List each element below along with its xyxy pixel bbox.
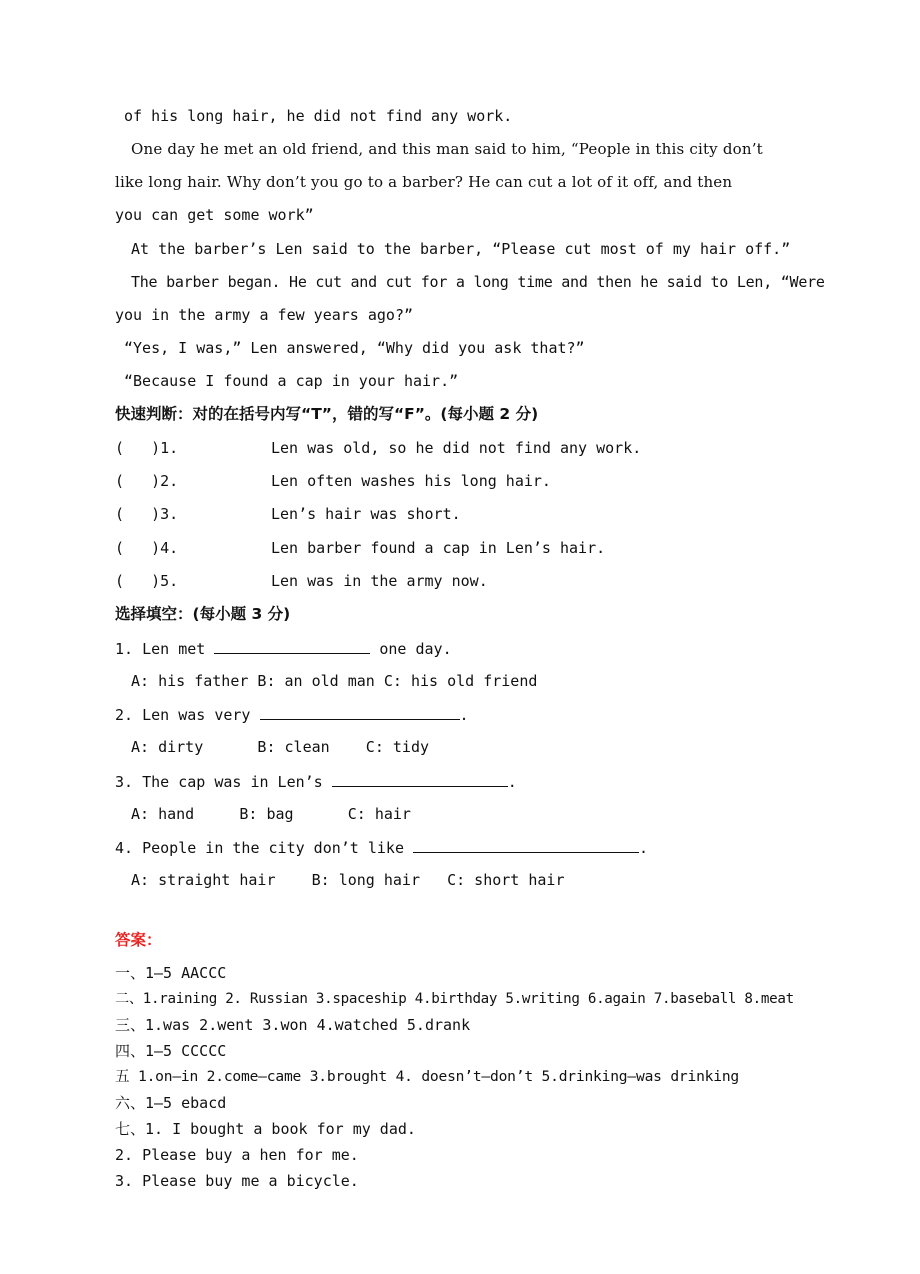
- tf-item-3-number: ( )3.: [115, 505, 179, 523]
- answer-line-1: 一、1—5 AACCC: [115, 964, 227, 982]
- story-line-2: One day he met an old friend, and this man said to him, “People in this city don’t: [131, 140, 763, 158]
- story-line-5: At the barber’s Len said to the barber, “Please cut most of my hair off.”: [131, 240, 791, 258]
- answer-line-8: 2. Please buy a hen for me.: [115, 1146, 359, 1164]
- answer-line-6: 六、1—5 ebacd: [115, 1094, 227, 1112]
- story-line-7: you in the army a few years ago?”: [115, 306, 414, 324]
- question-2-prefix: 2. Len was very: [115, 706, 260, 724]
- question-3-blank: [332, 771, 508, 787]
- tf-item-2-text: Len often washes his long hair.: [271, 472, 551, 490]
- question-2-suffix: .: [459, 706, 469, 724]
- answers-heading: 答案：: [115, 931, 162, 949]
- tf-item-3-text: Len’s hair was short.: [271, 505, 461, 523]
- tf-item-2-number: ( )2.: [115, 472, 179, 490]
- question-3: [115, 771, 517, 792]
- question-4: [115, 837, 648, 858]
- question-3-options: A: hand B: bag C: hair: [131, 805, 411, 823]
- choice-heading: 选择填空：(每小题 3 分): [115, 605, 291, 623]
- story-line-8: “Yes, I was,” Len answered, “Why did you ask that?”: [124, 339, 585, 357]
- answer-line-3: 三、1.was 2.went 3.won 4.watched 5.drank: [115, 1016, 471, 1034]
- answer-line-2: 二、1.raining 2. Russian 3.spaceship 4.birthday 5.writing 6.again 7.baseball 8.meat: [115, 991, 794, 1007]
- question-2-blank: [260, 704, 460, 720]
- tf-item-5-number: ( )5.: [115, 572, 179, 590]
- question-3-prefix: 3. The cap was in Len’s: [115, 773, 332, 791]
- question-1-options: A: his father B: an old man C: his old friend: [131, 672, 538, 690]
- tf-item-4-number: ( )4.: [115, 539, 179, 557]
- tf-item-1-number: ( )1.: [115, 439, 179, 457]
- question-4-options: A: straight hair B: long hair C: short hair: [131, 871, 565, 889]
- question-3-suffix: .: [507, 773, 517, 791]
- story-line-9: “Because I found a cap in your hair.”: [124, 372, 459, 390]
- question-4-suffix: .: [639, 839, 649, 857]
- question-2: [115, 704, 469, 725]
- tf-item-4-text: Len barber found a cap in Len’s hair.: [271, 539, 606, 557]
- story-line-3: like long hair. Why don’t you go to a barber? He can cut a lot of it off, and then: [115, 173, 733, 191]
- question-1: [115, 638, 452, 659]
- answer-line-5: 五 1.on—in 2.come—came 3.brought 4. doesn’t—don’t 5.drinking—was drinking: [115, 1068, 740, 1085]
- tf-item-1-text: Len was old, so he did not find any work.: [271, 439, 642, 457]
- answer-line-4: 四、1—5 CCCCC: [115, 1042, 227, 1060]
- story-line-1: of his long hair, he did not find any work.: [124, 107, 513, 125]
- tf-heading: 快速判断：对的在括号内写“T”，错的写“F”。(每小题 2 分): [115, 405, 539, 423]
- question-4-blank: [413, 837, 639, 853]
- story-line-4: you can get some work”: [115, 206, 314, 224]
- story-line-6: The barber began. He cut and cut for a long time and then he said to Len, “Were: [131, 273, 825, 291]
- question-1-suffix: one day.: [370, 640, 452, 658]
- question-1-prefix: 1. Len met: [115, 640, 215, 658]
- answer-line-7: 七、1. I bought a book for my dad.: [115, 1120, 416, 1138]
- tf-item-5-text: Len was in the army now.: [271, 572, 488, 590]
- question-1-blank: [214, 638, 370, 654]
- answer-line-9: 3. Please buy me a bicycle.: [115, 1172, 359, 1190]
- question-2-options: A: dirty B: clean C: tidy: [131, 738, 430, 756]
- question-4-prefix: 4. People in the city don’t like: [115, 839, 414, 857]
